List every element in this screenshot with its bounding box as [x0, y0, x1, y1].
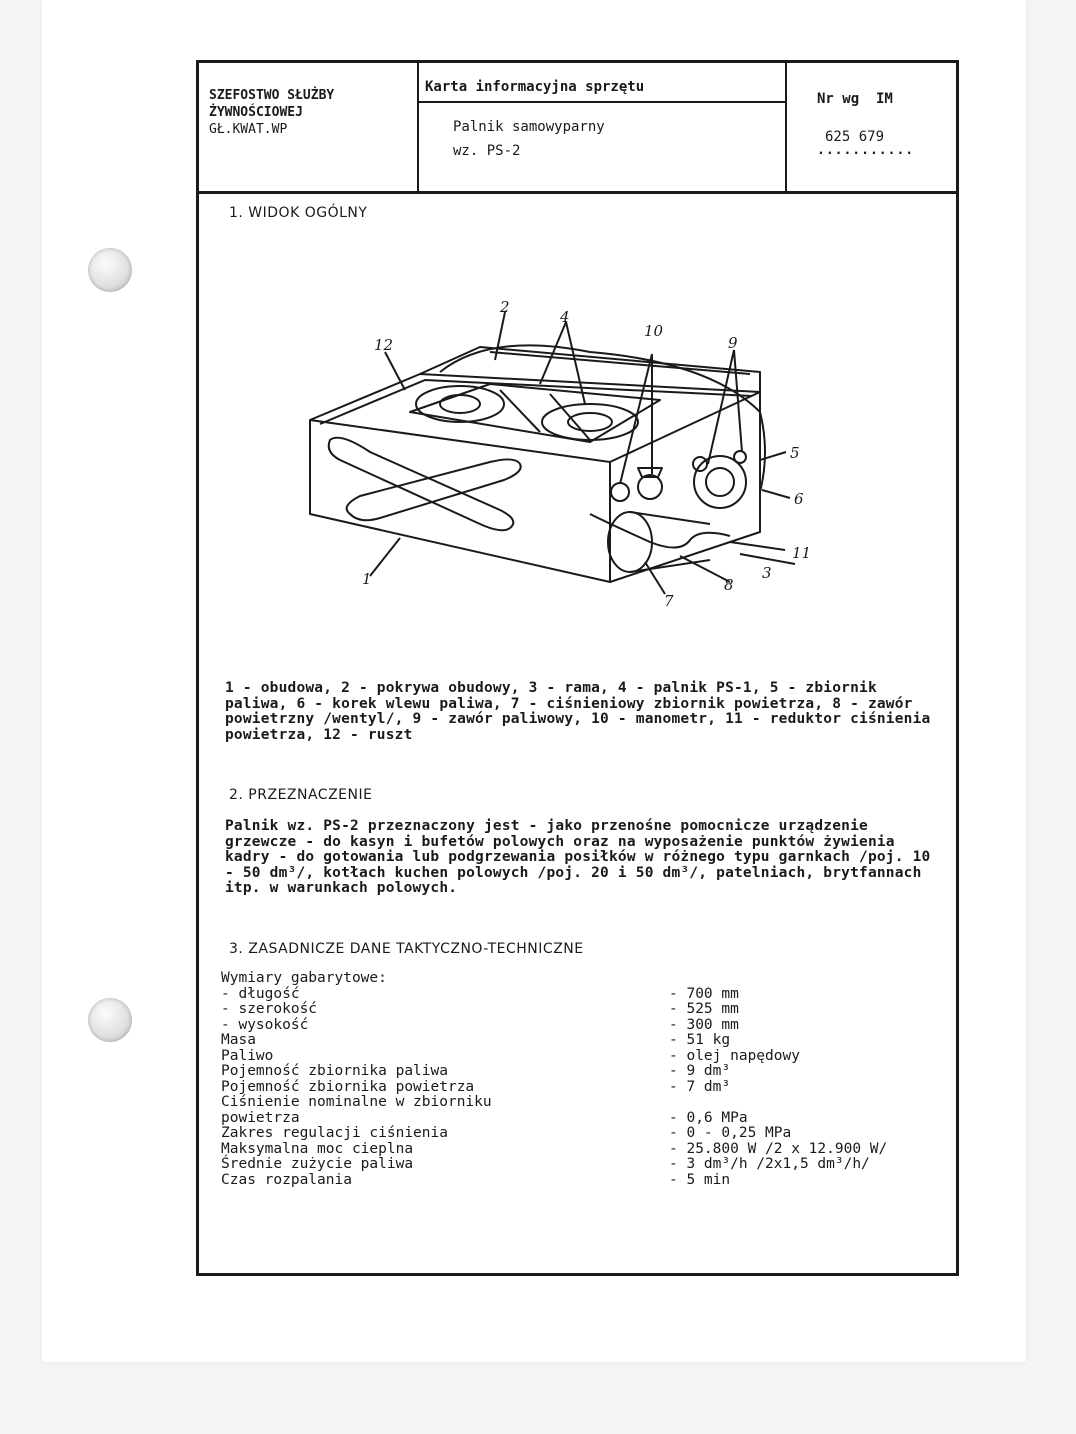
spec-value: - 9 dm³ — [669, 1063, 731, 1079]
org-line: GŁ.KWAT.WP — [209, 122, 288, 137]
spec-label: Zakres regulacji ciśnienia — [221, 1125, 448, 1141]
spec-value: - 7 dm³ — [669, 1078, 731, 1095]
callout-label: 9 — [728, 334, 738, 352]
spec-label: - długość — [221, 985, 300, 1002]
punch-hole-bottom — [88, 998, 132, 1042]
callout-label: 4 — [560, 308, 570, 326]
callout-label: 8 — [724, 576, 734, 594]
number-cell — [787, 63, 956, 191]
callout-label: 5 — [790, 444, 800, 462]
callout-label: 12 — [374, 336, 394, 354]
legend-text: 1 - obudowa, 2 - pokrywa obudowy, 3 - rama, 4 - palnik PS-1, 5 - zbiornik paliwa, 6 - korek wlewu paliwa, 7 - ciśnieniowy zbiornik powietrza, 8 - zawór powietrzny /wentyl/, 9 - zawór paliwowy, 10 - manometr, 11 - reduktor ciśnienia powietrza, 12 - ruszt — [225, 680, 931, 743]
spec-value: - 51 kg — [669, 1032, 731, 1048]
spec-label: powietrza — [221, 1109, 300, 1126]
org-line: ŻYWNOŚCIOWEJ — [209, 105, 303, 120]
spec-value: - 3 dm³/h /2x1,5 dm³/h/ — [669, 1156, 870, 1172]
nr-dots: ........... — [817, 143, 915, 158]
spec-value — [669, 1095, 954, 1111]
spec-label: - wysokość — [221, 1016, 309, 1033]
callout-label: 1 — [362, 570, 372, 588]
spec-value: - olej napędowy — [669, 1047, 800, 1064]
spec-label: Wymiary gabarytowe: — [221, 970, 387, 986]
device-model: wz. PS-2 — [453, 143, 521, 159]
org-cell — [199, 63, 419, 191]
nr-label: Nr wg IM — [817, 91, 893, 107]
callout-label: 2 — [500, 298, 510, 316]
purpose-text: Palnik wz. PS-2 przeznaczony jest - jako przenośne pomocnicze urządzenie grzewcze - do kasyn i bufetów polowych oraz na wyposażenie punktów żywienia kadry - do gotowania lub podgrzewania posiłków w różnego typu garnkach /poj. 10 - 50 dm³/, kotłach kuchen polowych /poj. 20 i 50 dm³/, patelniach, brytfannach itp. w warunkach polowych. — [225, 818, 931, 896]
callout-label: 6 — [794, 490, 804, 508]
spec-label: Pojemność zbiornika paliwa — [221, 1063, 448, 1079]
section2-title: 2. PRZEZNACZENIE — [229, 787, 373, 803]
spec-value: - 0 - 0,25 MPa — [669, 1125, 792, 1141]
burner-drawing — [290, 292, 820, 612]
org-line: SZEFOSTWO SŁUŻBY — [209, 88, 335, 103]
form-frame — [196, 60, 959, 1276]
spec-value: - 700 mm — [669, 985, 739, 1002]
card-title: Karta informacyjna sprzętu — [419, 63, 785, 103]
spec-label: - szerokość — [221, 1001, 318, 1017]
section3-title: 3. ZASADNICZE DANE TAKTYCZNO-TECHNICZNE — [229, 941, 584, 957]
callout-label: 10 — [644, 322, 664, 340]
spec-value: - 0,6 MPa — [669, 1109, 748, 1126]
callout-label: 7 — [664, 592, 674, 610]
spec-value — [669, 971, 954, 987]
callout-label: 11 — [792, 544, 812, 562]
spec-label: Pojemność zbiornika powietrza — [221, 1078, 475, 1095]
spec-label: Masa — [221, 1032, 256, 1048]
spec-value: - 300 mm — [669, 1016, 739, 1033]
spec-label: Średnie zużycie paliwa — [221, 1156, 414, 1172]
punch-hole-top — [88, 248, 132, 292]
spec-label: Czas rozpalania — [221, 1171, 352, 1188]
callout-label: 3 — [762, 564, 772, 582]
section1-title: 1. WIDOK OGÓLNY — [229, 205, 368, 221]
spec-label: Maksymalna moc cieplna — [221, 1140, 414, 1157]
spec-labels — [221, 971, 641, 1188]
spec-value: - 525 mm — [669, 1001, 739, 1017]
device-name: Palnik samowyparny — [453, 119, 605, 135]
spec-values — [669, 971, 954, 1188]
title-cell — [419, 63, 787, 191]
spec-value: - 5 min — [669, 1171, 731, 1188]
nr-value: 625 679 — [825, 129, 885, 145]
spec-value: - 25.800 W /2 x 12.900 W/ — [669, 1140, 888, 1157]
spec-label: Paliwo — [221, 1047, 274, 1064]
spec-label: Ciśnienie nominalne w zbiorniku — [221, 1094, 492, 1110]
header-row — [199, 63, 956, 194]
